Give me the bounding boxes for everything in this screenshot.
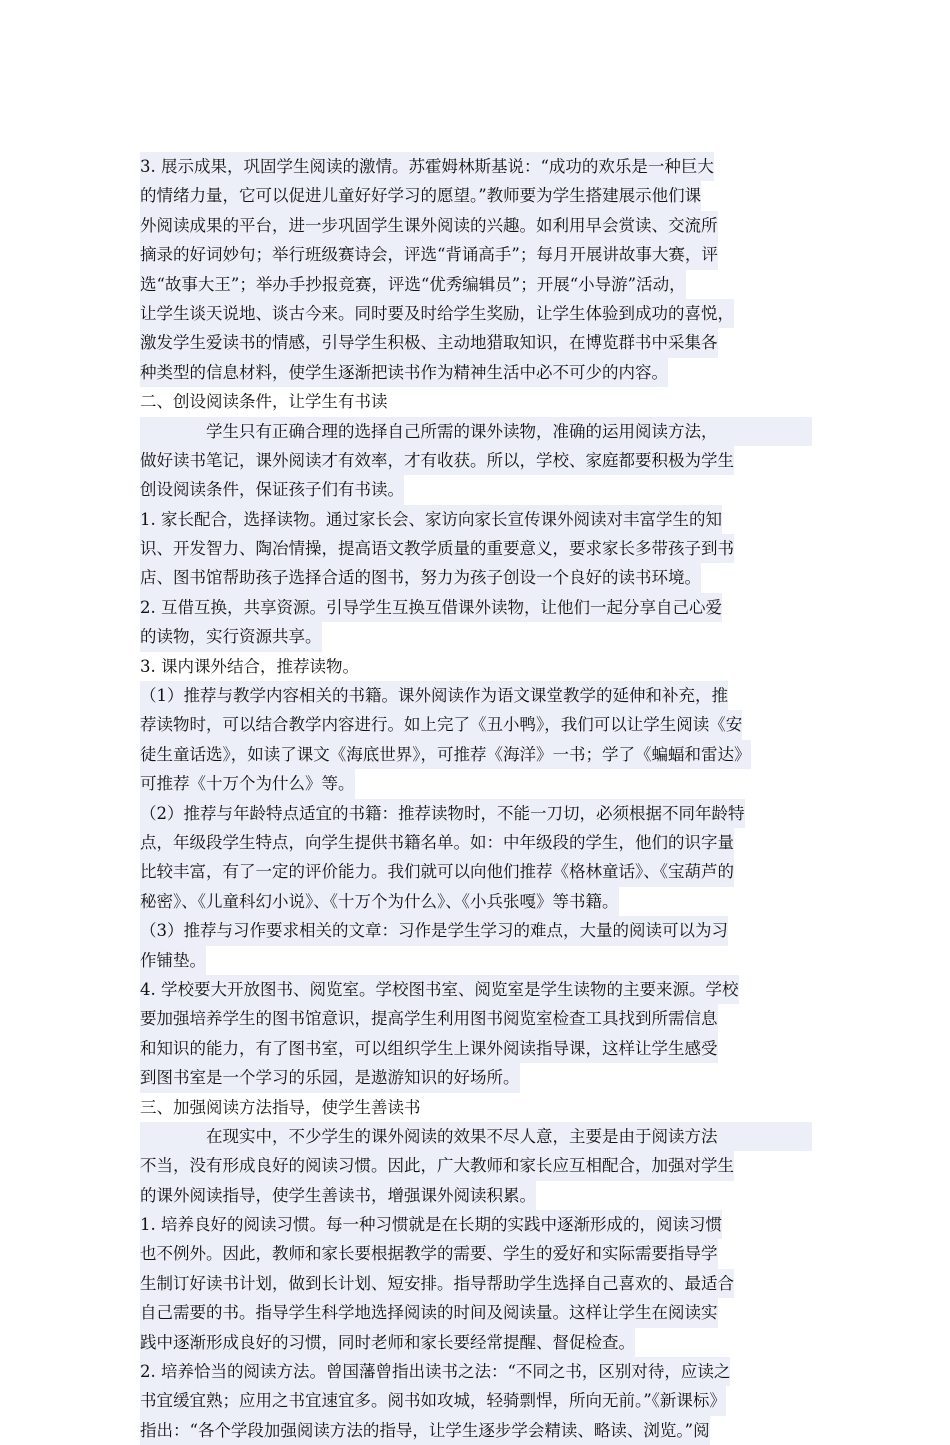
- text-line: [140, 652, 812, 681]
- line-text: 4. 学校要大开放图书、阅览室。学校图书室、阅览室是学生读物的主要来源。学校: [140, 975, 739, 1004]
- text-line: [140, 1328, 812, 1357]
- line-text: 让学生谈天说地、谈古今来。同时要及时给学生奖励，让学生体验到成功的喜悦，: [140, 299, 734, 328]
- text-line: [140, 240, 812, 269]
- line-text: 摘录的好词妙句；举行班级赛诗会，评选“背诵高手”；每月开展讲故事大赛，评: [140, 240, 718, 269]
- line-text: 的情绪力量，它可以促进儿童好好学习的愿望。”教师要为学生搭建展示他们课: [140, 181, 701, 210]
- line-text: 作铺垫。: [140, 946, 206, 975]
- line-text: 1. 家长配合，选择读物。通过家长会、家访向家长宣传课外阅读对丰富学生的知: [140, 505, 722, 534]
- text-line: [140, 563, 812, 592]
- line-text: 3. 课内课外结合，推荐读物。: [140, 656, 359, 676]
- text-line: [140, 1093, 812, 1122]
- line-text: 点，年级段学生特点，向学生提供书籍名单。如：中年级段的学生，他们的识字量: [140, 828, 734, 857]
- line-text: 可推荐《十万个为什么》等。: [140, 769, 355, 798]
- text-line: [140, 299, 812, 328]
- line-text: 种类型的信息材料，使学生逐渐把读书作为精神生活中必不可少的内容。: [140, 358, 668, 387]
- line-text: 的课外阅读指导，使学生善读书，增强课外阅读积累。: [140, 1181, 536, 1210]
- text-line: [140, 1034, 812, 1063]
- text-line: [140, 1239, 812, 1268]
- line-text: 要加强培养学生的图书馆意识，提高学生利用图书阅览室检查工具找到所需信息: [140, 1004, 718, 1033]
- text-line: [140, 710, 812, 739]
- text-line: [140, 1416, 812, 1445]
- line-text: （3）推荐与习作要求相关的文章：习作是学生学习的难点，大量的阅读可以为习: [140, 916, 728, 945]
- text-line: [140, 475, 812, 504]
- line-text: 比较丰富，有了一定的评价能力。我们就可以向他们推荐《格林童话》、《宝葫芦的: [140, 857, 734, 886]
- text-line: [140, 1151, 812, 1180]
- line-text: 外阅读成果的平台，进一步巩固学生课外阅读的兴趣。如利用早会赏读、交流所: [140, 211, 718, 240]
- text-line: [140, 1357, 812, 1386]
- line-text: 店、图书馆帮助孩子选择合适的图书，努力为孩子创设一个良好的读书环境。: [140, 563, 701, 592]
- line-text: 也不例外。因此，教师和家长要根据教学的需要、学生的爱好和实际需要指导学: [140, 1239, 718, 1268]
- text-line: [140, 417, 812, 446]
- line-text: 学生只有正确合理的选择自己所需的课外读物，准确的运用阅读方法，: [206, 417, 718, 446]
- text-line: [140, 1386, 812, 1415]
- line-text: 的读物，实行资源共享。: [140, 622, 322, 651]
- line-text: 徒生童话选》，如读了课文《海底世界》，可推荐《海洋》一书；学了《蝙蝠和雷达》: [140, 740, 751, 769]
- text-line: [140, 505, 812, 534]
- text-line: [140, 211, 812, 240]
- line-text: 做好读书笔记，课外阅读才有效率，才有收获。所以，学校、家庭都要积极为学生: [140, 446, 734, 475]
- text-line: [140, 916, 812, 945]
- text-line: [140, 181, 812, 210]
- text-line: [140, 946, 812, 975]
- text-line: [140, 1210, 812, 1239]
- text-line: [140, 358, 812, 387]
- line-text: 在现实中，不少学生的课外阅读的效果不尽人意，主要是由于阅读方法: [206, 1122, 718, 1151]
- line-text: 和知识的能力，有了图书室，可以组织学生上课外阅读指导课，这样让学生感受: [140, 1034, 718, 1063]
- line-text: 生制订好读书计划，做到长计划、短安排。指导帮助学生选择自己喜欢的、最适合: [140, 1269, 734, 1298]
- text-line: [140, 1181, 812, 1210]
- line-text: 三、加强阅读方法指导，使学生善读书: [140, 1097, 421, 1117]
- text-line: [140, 1063, 812, 1092]
- text-line: [140, 887, 812, 916]
- text-line: [140, 857, 812, 886]
- line-text: （2）推荐与年龄特点适宜的书籍：推荐读物时，不能一刀切，必须根据不同年龄特: [140, 799, 745, 828]
- line-text: 到图书室是一个学习的乐园，是遨游知识的好场所。: [140, 1063, 520, 1092]
- line-text: 自己需要的书。指导学生科学地选择阅读的时间及阅读量。这样让学生在阅读实: [140, 1298, 718, 1327]
- line-text: 书宜缓宜熟；应用之书宜速宜多。阅书如攻城，轻骑剽悍，所向无前。”《新课标》: [140, 1386, 726, 1415]
- text-line: [140, 1269, 812, 1298]
- text-line: [140, 1298, 812, 1327]
- line-text: 1. 培养良好的阅读习惯。每一种习惯就是在长期的实践中逐渐形成的，阅读习惯: [140, 1210, 722, 1239]
- text-line: [140, 1004, 812, 1033]
- text-line: [140, 681, 812, 710]
- line-text: 指出：“各个学段加强阅读方法的指导，让学生逐步学会精读、略读、浏览。”阅: [140, 1416, 710, 1445]
- text-line: [140, 152, 812, 181]
- line-text: 3. 展示成果，巩固学生阅读的激情。苏霍姆林斯基说：“成功的欢乐是一种巨大: [140, 152, 714, 181]
- line-text: 2. 互借互换，共享资源。引导学生互换互借课外读物，让他们一起分享自己心爱: [140, 593, 722, 622]
- line-text: 创设阅读条件，保证孩子们有书读。: [140, 475, 404, 504]
- line-text: 二、创设阅读条件，让学生有书读: [140, 392, 388, 412]
- text-line: [140, 534, 812, 563]
- text-line: [140, 446, 812, 475]
- text-line: [140, 387, 812, 416]
- text-line: [140, 769, 812, 798]
- text-line: [140, 740, 812, 769]
- line-text: 荐读物时，可以结合教学内容进行。如上完了《丑小鸭》，我们可以让学生阅读《安: [140, 710, 742, 739]
- text-line: [140, 975, 812, 1004]
- line-text: （1）推荐与教学内容相关的书籍。课外阅读作为语文课堂教学的延伸和补充，推: [140, 681, 728, 710]
- text-line: [140, 1122, 812, 1151]
- text-line: [140, 622, 812, 651]
- line-text: 2. 培养恰当的阅读方法。曾国藩曾指出读书之法：“不同之书，区别对待，应读之: [140, 1357, 730, 1386]
- document-page: [140, 152, 812, 1445]
- text-line: [140, 593, 812, 622]
- line-text: 选“故事大王”；举办手抄报竞赛，评选“优秀编辑员”；开展“小导游”活动，: [140, 270, 686, 299]
- line-text: 秘密》、《儿童科幻小说》、《十万个为什么》、《小兵张嘎》等书籍。: [140, 887, 619, 916]
- line-text: 激发学生爱读书的情感，引导学生积极、主动地猎取知识，在博览群书中采集各: [140, 328, 718, 357]
- text-line: [140, 828, 812, 857]
- line-text: 践中逐渐形成良好的习惯，同时老师和家长要经常提醒、督促检查。: [140, 1328, 635, 1357]
- text-line: [140, 328, 812, 357]
- text-line: [140, 799, 812, 828]
- line-text: 不当，没有形成良好的阅读习惯。因此，广大教师和家长应互相配合，加强对学生: [140, 1151, 734, 1180]
- text-line: [140, 270, 812, 299]
- line-text: 识、开发智力、陶冶情操，提高语文教学质量的重要意义，要求家长多带孩子到书: [140, 534, 734, 563]
